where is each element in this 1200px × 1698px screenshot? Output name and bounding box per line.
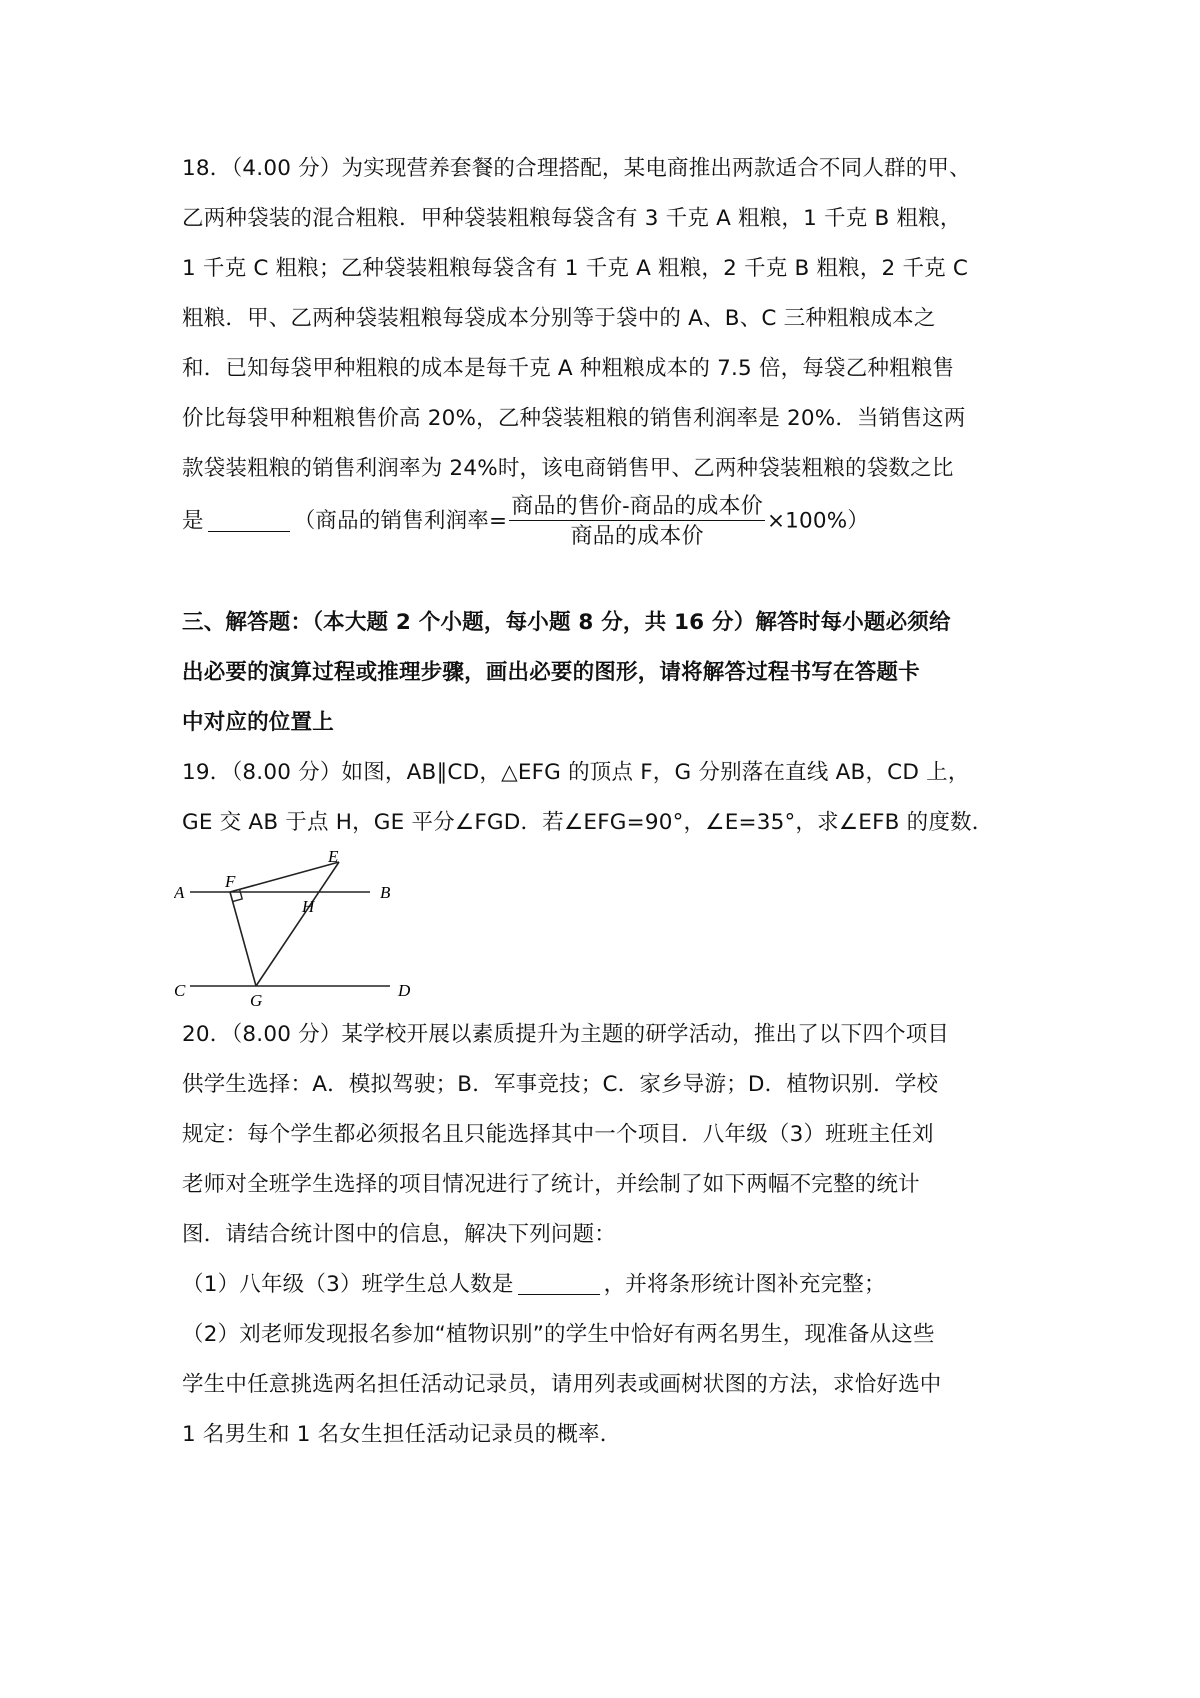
q20-line: 图．请结合统计图中的信息，解决下列问题： <box>182 1222 617 1247</box>
point-label-f: F <box>225 872 236 891</box>
document-content <box>174 144 1034 1460</box>
section-3-line: 中对应的位置上 <box>182 710 334 735</box>
q19-line: 19．（8.00 分）如图，AB∥CD，△EFG 的顶点 F，G 分别落在直线 AB，CD 上， <box>182 760 970 785</box>
q20-part-2-line: 1 名男生和 1 名女生担任活动记录员的概率． <box>182 1422 622 1447</box>
question-18 <box>182 144 1034 558</box>
section-3-heading <box>182 598 1034 748</box>
answer-blank[interactable] <box>208 509 290 532</box>
q18-line: 18．（4.00 分）为实现营养套餐的合理搭配，某电商推出两款适合不同人群的甲、 <box>182 156 971 181</box>
fraction-denominator: 商品的成本价 <box>570 523 704 548</box>
section-3-line: 出必要的演算过程或推理步骤，画出必要的图形，请将解答过程书写在答题卡 <box>182 660 920 685</box>
fraction-numerator: 商品的售价-商品的成本价 <box>509 492 765 521</box>
point-label-a: A <box>174 883 185 902</box>
q20-line: 规定：每个学生都必须报名且只能选择其中一个项目．八年级（3）班班主任刘 <box>182 1122 934 1147</box>
q18-answer-prefix: 是 <box>182 508 204 534</box>
point-label-b: B <box>380 883 391 902</box>
section-gap <box>182 558 1034 598</box>
formula-prefix: （商品的销售利润率= <box>293 508 508 534</box>
point-label-d: D <box>398 981 411 1000</box>
q20-part-1-prefix: （1）八年级（3）班学生总人数是 <box>182 1272 514 1297</box>
q18-line: 价比每袋甲种粗粮售价高 20%，乙种袋装粗粮的销售利润率是 20%．当销售这两 <box>182 406 966 431</box>
q18-line: 款袋装粗粮的销售利润率为 24%时，该电商销售甲、乙两种袋装粗粮的袋数之比 <box>182 456 954 481</box>
q18-formula-row <box>182 492 1034 558</box>
question-20 <box>182 1010 1034 1460</box>
q18-line: 和．已知每袋甲种粗粮的成本是每千克 A 种粗粮成本的 7.5 倍，每袋乙种粗粮售 <box>182 356 955 381</box>
q19-geometry-figure <box>174 850 434 1010</box>
q19-line: GE 交 AB 于点 H，GE 平分∠FGD．若∠EFG=90°，∠E=35°，求∠EFB 的度数． <box>182 810 994 835</box>
point-label-c: C <box>174 981 186 1000</box>
point-label-g: G <box>250 991 263 1010</box>
segment-fg <box>230 892 256 986</box>
q20-line: 20．（8.00 分）某学校开展以素质提升为主题的研学活动，推出了以下四个项目 <box>182 1022 950 1047</box>
q20-line: 老师对全班学生选择的项目情况进行了统计，并绘制了如下两幅不完整的统计 <box>182 1172 920 1197</box>
q18-line: 粗粮．甲、乙两种袋装粗粮每袋成本分别等于袋中的 A、B、C 三种粗粮成本之 <box>182 306 936 331</box>
point-label-h: H <box>302 897 315 916</box>
question-19 <box>174 748 1034 1010</box>
formula-suffix: ×100%） <box>766 508 870 534</box>
q20-part-2-line: 学生中任意挑选两名担任活动记录员，请用列表或画树状图的方法，求恰好选中 <box>182 1372 942 1397</box>
section-3-line: 三、解答题：（本大题 2 个小题，每小题 8 分，共 16 分）解答时每小题必须给 <box>182 610 951 635</box>
q20-part-2-line: （2）刘老师发现报名参加“植物识别”的学生中恰好有两名男生，现准备从这些 <box>182 1322 935 1347</box>
q18-line: 1 千克 C 粗粮；乙种袋装粗粮每袋含有 1 千克 A 粗粮，2 千克 B 粗粮，2 千克 C <box>182 256 969 281</box>
q20-part-1-suffix: ，并将条形统计图补充完整； <box>603 1272 886 1297</box>
q18-line: 乙两种袋装的混合粗粮．甲种袋装粗粮每袋含有 3 千克 A 粗粮，1 千克 B 粗粮， <box>182 206 962 231</box>
answer-blank[interactable] <box>518 1272 600 1295</box>
q20-line: 供学生选择：A．模拟驾驶；B．军事竞技；C．家乡导游；D．植物识别．学校 <box>182 1072 939 1097</box>
point-label-e: E <box>328 850 339 866</box>
parallel-lines-triangle-diagram <box>174 850 434 1010</box>
q20-part-1 <box>182 1260 1034 1310</box>
profit-rate-fraction <box>509 492 765 551</box>
